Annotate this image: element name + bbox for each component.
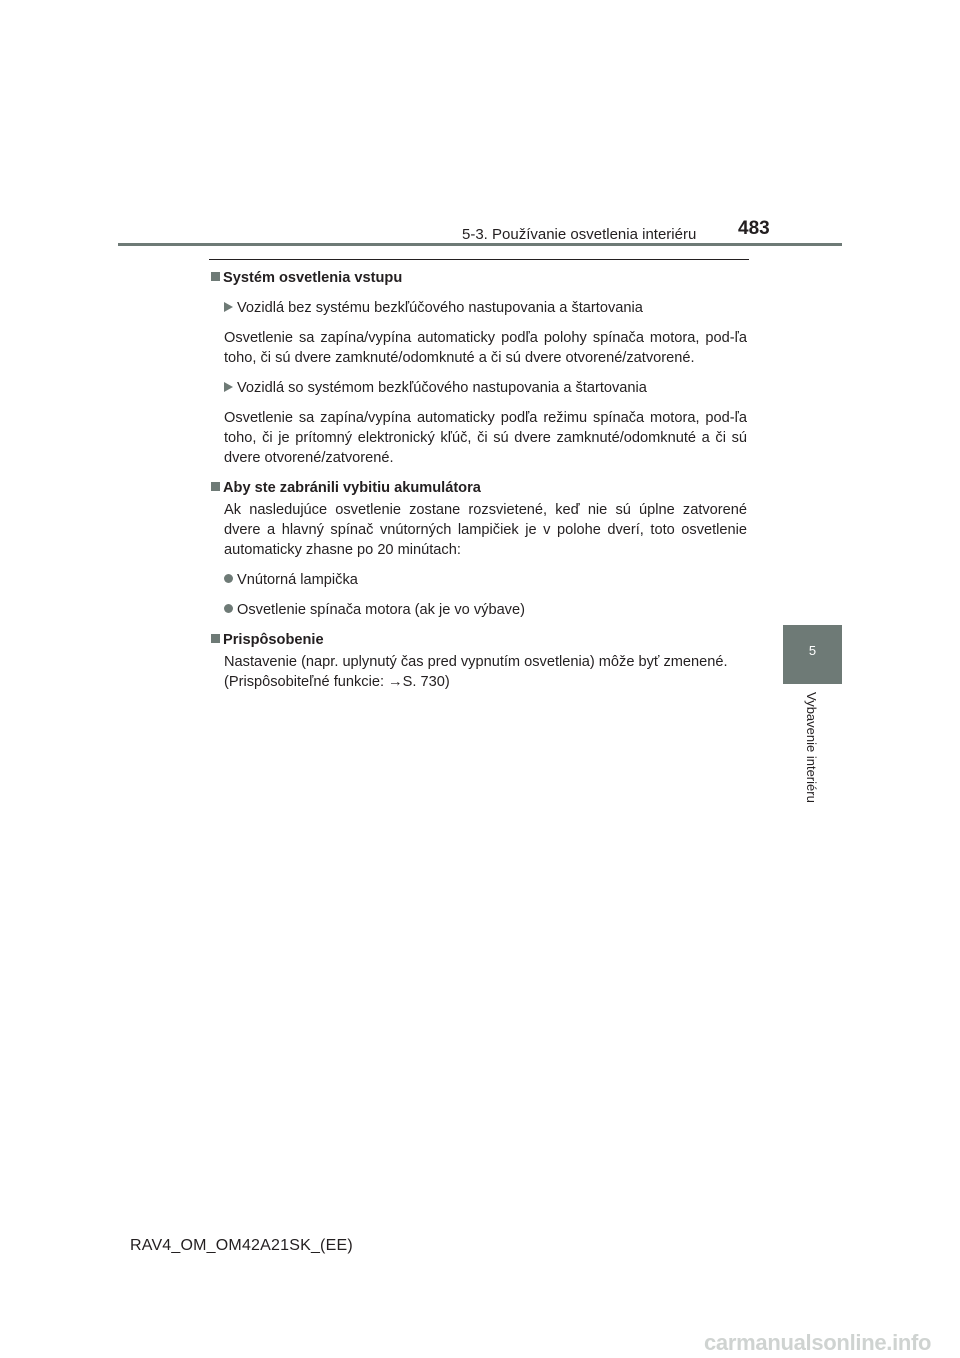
page-number: 483 <box>738 218 770 239</box>
chapter-tab[interactable] <box>783 625 842 684</box>
square-bullet-icon <box>211 482 220 491</box>
list-item <box>224 570 747 590</box>
page-reference[interactable]: (Prispôsobiteľné funkcie: →S. 730) <box>224 674 450 690</box>
circle-bullet-icon <box>224 574 233 583</box>
paragraph: Osvetlenie sa zapína/vypína automaticky podľa polohy spínača motora, pod-ľa toho, či sú dvere zamknuté/odomknuté a či sú dvere otvorené/zatvorené. <box>224 330 747 366</box>
chapter-tab-label: Vybavenie interiéru <box>804 692 819 803</box>
triangle-bullet-icon <box>224 302 233 312</box>
watermark: carmanualsonline.info <box>704 1330 932 1355</box>
section-heading-text: Aby ste zabránili vybitiu akumulátora <box>223 480 481 496</box>
list-item <box>224 600 747 620</box>
chapter-tab-number: 5 <box>808 643 817 658</box>
section-heading-text: Prispôsobenie <box>223 632 324 648</box>
circle-bullet-icon <box>224 604 233 613</box>
section-heading-text: Systém osvetlenia vstupu <box>223 270 403 286</box>
square-bullet-icon <box>211 634 220 643</box>
content-top-rule <box>209 259 749 260</box>
page-content <box>211 268 747 692</box>
section-heading <box>211 478 747 498</box>
subsection-heading-text: Vozidlá so systémom bezkľúčového nastupovania a štartovania <box>237 380 647 396</box>
subsection-heading <box>224 378 747 398</box>
section-heading <box>211 630 747 650</box>
manual-code-footer: RAV4_OM_OM42A21SK_(EE) <box>130 1237 353 1254</box>
paragraph: Ak nasledujúce osvetlenie zostane rozsvietené, keď nie sú úplne zatvorené dvere a hlavný spínač vnútorných lampičiek je v polohe dverí, toto osvetlenie automaticky zhasne po 20 minútach: <box>224 502 747 558</box>
list-item-text: Vnútorná lampička <box>237 572 358 588</box>
list-item-text: Osvetlenie spínača motora (ak je vo výbave) <box>237 602 525 618</box>
header-section-title: 5-3. Používanie osvetlenia interiéru <box>462 226 697 243</box>
paragraph <box>224 652 747 692</box>
subsection-heading-text: Vozidlá bez systému bezkľúčového nastupovania a štartovania <box>237 300 643 316</box>
paragraph-line: Nastavenie (napr. uplynutý čas pred vypnutím osvetlenia) môže byť zmenené. <box>224 654 728 670</box>
square-bullet-icon <box>211 272 220 281</box>
paragraph: Osvetlenie sa zapína/vypína automaticky podľa režimu spínača motora, pod-ľa toho, či je prítomný elektronický kľúč, či sú dvere zamknuté/odomknuté a či sú dvere otvorené/zatvorené. <box>224 410 747 466</box>
triangle-bullet-icon <box>224 382 233 392</box>
subsection-heading <box>224 298 747 318</box>
section-heading <box>211 268 747 288</box>
header-rule <box>118 243 842 246</box>
